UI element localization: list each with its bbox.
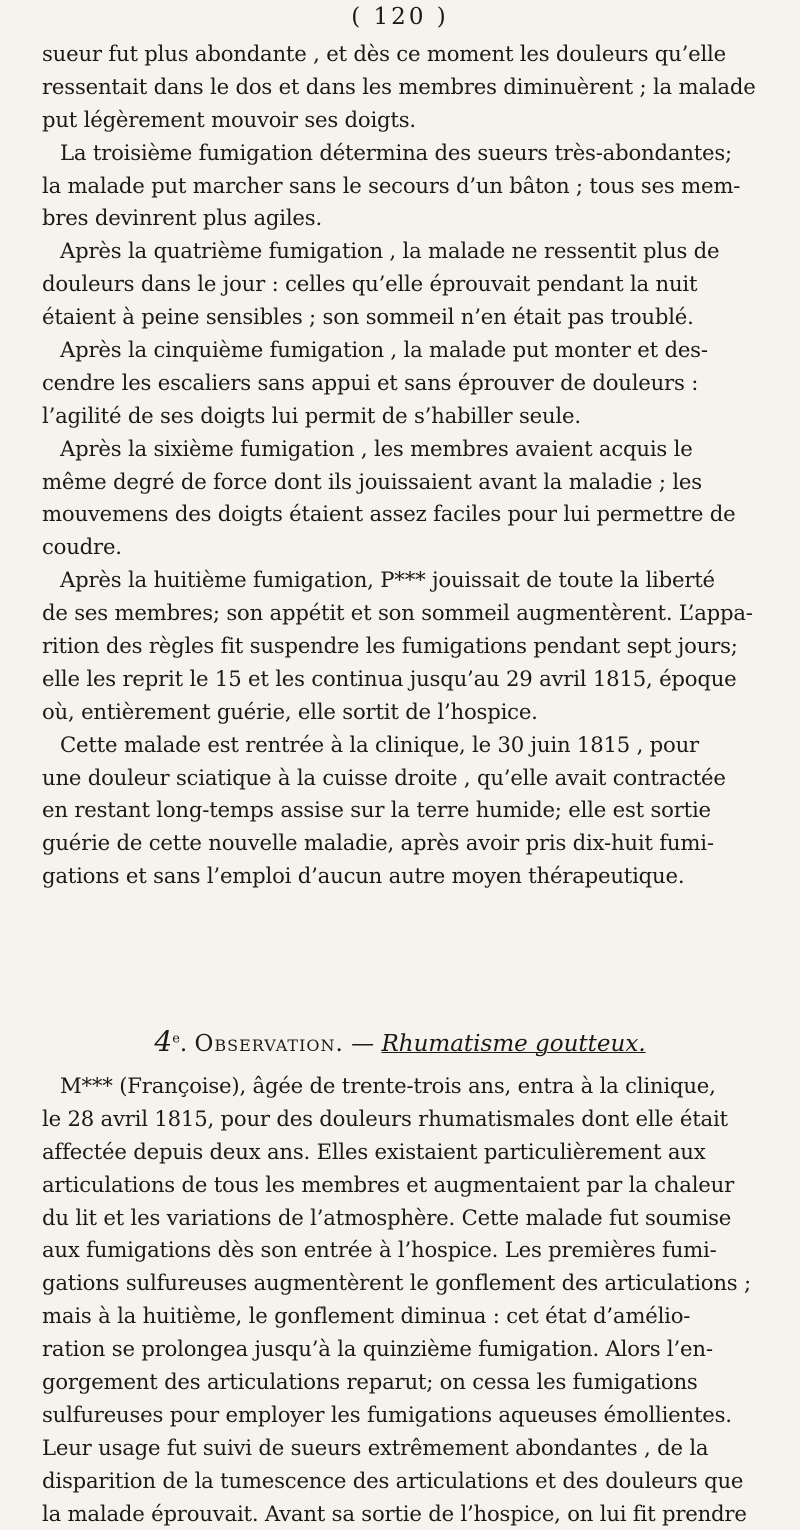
text-line: ration se prolongea jusqu’à la quinzième fumigation. Alors l’en- — [42, 1336, 713, 1362]
text-line: douleurs dans le jour : celles qu’elle éprouvait pendant la nuit — [42, 271, 698, 297]
body-text — [42, 38, 757, 893]
observation-number: 4 — [154, 1025, 173, 1058]
text-line: put légèrement mouvoir ses doigts. — [42, 106, 416, 132]
observation-number-dot: . — [179, 1031, 188, 1057]
text-line: sulfureuses pour employer les fumigations aqueuses émollientes. — [42, 1401, 732, 1427]
text-line: mouvemens des doigts étaient assez faciles pour lui permettre de — [42, 501, 736, 527]
text-line: la malade éprouvait. Avant sa sortie de l’hospice, on lui fit prendre — [42, 1500, 747, 1526]
observation-heading — [0, 1025, 800, 1058]
observation-text — [42, 1070, 757, 1530]
text-line: l’agilité de ses doigts lui permit de s’habiller seule. — [42, 402, 581, 428]
text-line: coudre. — [42, 534, 122, 560]
text-line: gorgement des articulations reparut; on cessa les fumigations — [42, 1369, 698, 1395]
text-line: ressentait dans le dos et dans les membres diminuèrent ; la malade — [42, 73, 756, 99]
text-line: de ses membres; son appétit et son sommeil augmentèrent. L’appa- — [42, 600, 753, 626]
text-line: Cette malade est rentrée à la clinique, le 30 juin 1815 , pour — [60, 731, 699, 757]
text-line: articulations de tous les membres et augmentaient par la chaleur — [42, 1171, 735, 1197]
text-line: où, entièrement guérie, elle sortit de l’hospice. — [42, 698, 538, 724]
text-line: gations et sans l’emploi d’aucun autre moyen thérapeutique. — [42, 863, 685, 889]
text-line: M*** (Françoise), âgée de trente-trois ans, entra à la clinique, — [60, 1073, 716, 1098]
text-line: la malade put marcher sans le secours d’un bâton ; tous ses mem- — [42, 172, 741, 198]
observation-ordinal-suffix: e — [172, 1031, 180, 1047]
text-line: en restant long-temps assise sur la terre humide; elle est sortie — [42, 797, 711, 823]
text-line: Après la quatrième fumigation , la malade ne ressentit plus de — [60, 238, 720, 264]
text-line: gations sulfureuses augmentèrent le gonflement des articulations ; — [42, 1270, 751, 1296]
observation-subject: Rhumatisme goutteux. — [381, 1031, 646, 1057]
text-line: Après la huitième fumigation, P*** jouissait de toute la liberté — [60, 567, 715, 593]
text-line: du lit et les variations de l’atmosphère. Cette malade fut soumise — [42, 1204, 732, 1230]
observation-dash: — — [351, 1031, 375, 1057]
text-line: Leur usage fut suivi de sueurs extrêmement abondantes , de la — [42, 1434, 709, 1460]
text-line: le 28 avril 1815, pour des douleurs rhumatismales dont elle était — [42, 1105, 728, 1131]
text-line: Après la cinquième fumigation , la malade put monter et des- — [60, 337, 708, 363]
text-line: affectée depuis deux ans. Elles existaient particulièrement aux — [42, 1138, 706, 1164]
text-line: guérie de cette nouvelle maladie, après avoir pris dix-huit fumi- — [42, 830, 714, 856]
text-line: étaient à peine sensibles ; son sommeil n’en était pas troublé. — [42, 304, 694, 330]
text-line: Après la sixième fumigation , les membres avaient acquis le — [60, 435, 693, 461]
text-line: disparition de la tumescence des articulations et des douleurs que — [42, 1467, 744, 1493]
text-line: cendre les escaliers sans appui et sans éprouver de douleurs : — [42, 369, 699, 395]
text-line: elle les reprit le 15 et les continua jusqu’au 29 avril 1815, époque — [42, 665, 737, 691]
text-line: une douleur sciatique à la cuisse droite , qu’elle avait contractée — [42, 764, 726, 790]
text-line: La troisième fumigation détermina des sueurs très-abondantes; — [60, 139, 732, 165]
text-line: bres devinrent plus agiles. — [42, 205, 322, 231]
page-number: ( 120 ) — [351, 4, 449, 30]
text-line: mais à la huitième, le gonflement diminua : cet état d’amélio- — [42, 1303, 691, 1329]
text-line: même degré de force dont ils jouissaient avant la maladie ; les — [42, 468, 702, 494]
text-line: rition des règles fit suspendre les fumigations pendant sept jours; — [42, 633, 738, 659]
text-line: sueur fut plus abondante , et dès ce moment les douleurs qu’elle — [42, 41, 726, 66]
text-line: aux fumigations dès son entrée à l’hospice. Les premières fumi- — [42, 1237, 717, 1263]
observation-label: Observation. — [194, 1031, 344, 1057]
